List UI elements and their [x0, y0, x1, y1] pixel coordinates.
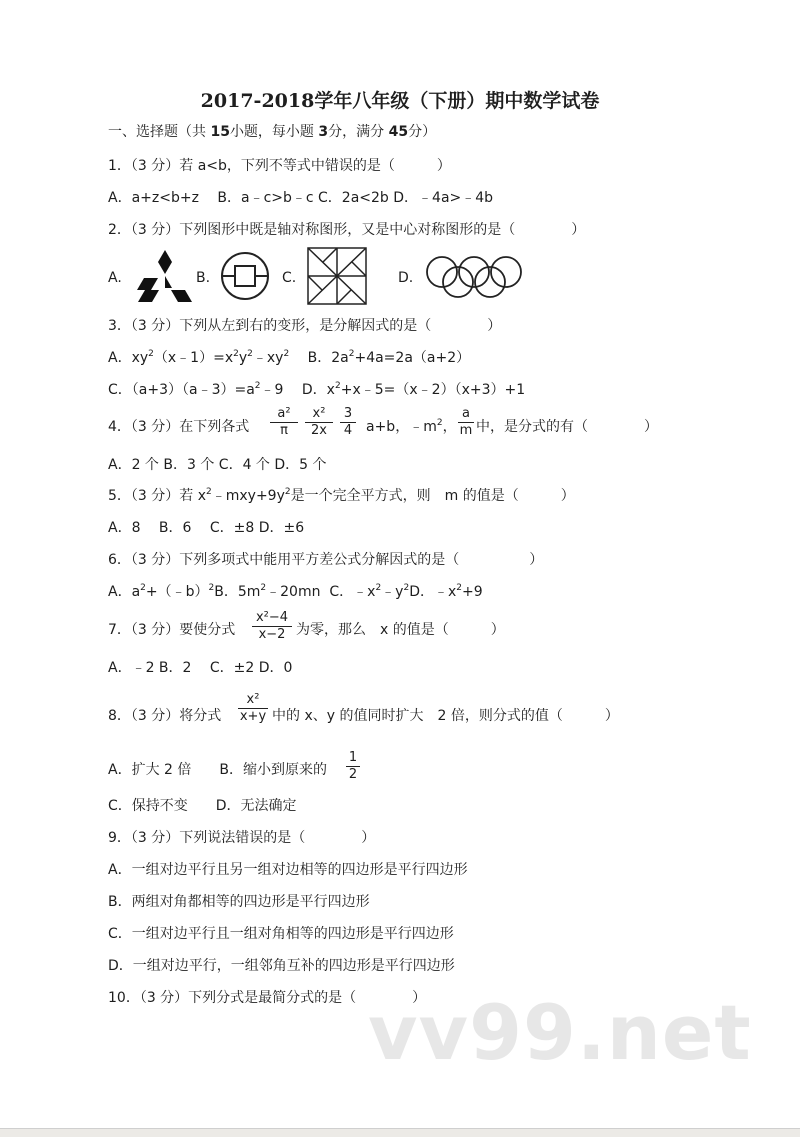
question-7-stem-end: 为零，那么 x 的值是（ ）	[296, 622, 505, 638]
question-1-stem: 1．（3 分）若 a<b，下列不等式中错误的是（ ）	[108, 158, 451, 174]
question-8-stem-start: 8．（3 分）将分式	[108, 708, 222, 724]
question-3-options-ab: A．$xy^2(x﹣1)=x^2y^2﹣xy^2$ B．$2a^2+4a=2a(a+2)$	[108, 349, 471, 366]
section-header: 一、选择题（共 15小题，每小题 3分，满分 45分）	[108, 124, 437, 140]
option-b-label: B.	[196, 270, 211, 286]
q4-fraction-1: $\frac{\text{a²}}{\pi}$	[270, 406, 298, 439]
question-6-options: A．$a^2+(﹣b)^2B$．$5m^2﹣20mn$ C．$﹣x^2﹣y^2D$．$﹣x^2+9$	[108, 583, 483, 600]
question-5-options: A．8 B．6 C．±8 D．±6	[108, 520, 305, 536]
question-7-options: A．﹣2 B．2 C．±2 D．0	[108, 660, 293, 676]
q7-fraction: $\frac{\text{x²−4}}{x-2}$	[252, 610, 292, 643]
question-1-options: A．a+z<b+z B．a﹣c>b﹣c C．2a<2b D．﹣4a>﹣4b	[108, 190, 494, 206]
question-5-stem: 5．（3 分）若 $x^2﹣mxy+9y^2$是一个完全平方式，则 m 的值是（ ）	[108, 487, 575, 504]
circle-square-figure	[218, 250, 272, 302]
question-3-stem: 3．（3 分）下列从左到右的变形，是分解因式的是（ ）	[108, 318, 502, 334]
question-4-options: A．2 个 B．3 个 C．4 个 D．5 个	[108, 457, 327, 473]
watermark: vv99.net	[368, 988, 752, 1077]
question-8-stem-end: 中的 x、y 的值同时扩大 2 倍，则分式的值（ ）	[272, 708, 619, 724]
olympic-rings-figure	[424, 252, 524, 302]
page-bottom-edge	[0, 1128, 800, 1129]
pinwheel-figure	[306, 246, 368, 306]
question-9-option-c: C．一组对边平行且一组对角相等的四边形是平行四边形	[108, 926, 454, 942]
question-8-options-cd: C．保持不变 D．无法确定	[108, 798, 297, 814]
question-9-option-b: B．两组对角都相等的四边形是平行四边形	[108, 894, 370, 910]
option-a-label: A.	[108, 270, 122, 286]
question-7-stem-start: 7．（3 分）要使分式	[108, 622, 236, 638]
question-4-stem-start: 4．（3 分）在下列各式	[108, 419, 250, 435]
q4-fraction-2: $\frac{\text{x²}}{2x}$	[305, 406, 333, 439]
question-8-options-ab: A．扩大 2 倍 B．缩小到原来的	[108, 762, 327, 778]
question-6-stem: 6．（3 分）下列多项式中能用平方差公式分解因式的是（ ）	[108, 552, 544, 568]
exam-title: 2017-2018学年八年级（下册）期中数学试卷	[200, 90, 600, 112]
option-d-label: D.	[398, 270, 414, 286]
option-c-label: C.	[282, 270, 297, 286]
question-9-option-a: A．一组对边平行且另一组对边相等的四边形是平行四边形	[108, 862, 468, 878]
question-9-option-d: D．一组对边平行，一组邻角互补的四边形是平行四边形	[108, 958, 455, 974]
question-2-stem: 2．（3 分）下列图形中既是轴对称图形，又是中心对称图形的是（ ）	[108, 222, 586, 238]
q8-half-fraction: $\frac{1}{2}$	[346, 750, 360, 783]
q8-fraction: $\frac{\text{x²}}{x+y}$	[239, 692, 267, 724]
q4-fraction-3: $\frac{3}{4}$	[340, 406, 356, 439]
question-3-options-cd: C．$(a+3)(a﹣3)=a^2﹣9$ D．$x^2+x﹣5=(x﹣2)(x+3)+1$	[108, 381, 526, 398]
mitsubishi-figure	[136, 248, 194, 304]
question-9-stem: 9．（3 分）下列说法错误的是（ ）	[108, 830, 376, 846]
question-10-stem: 10．（3 分）下列分式是最简分式的是（ ）	[108, 990, 427, 1006]
question-4-stem-mid: a+b，$﹣m^2$，	[366, 418, 457, 435]
q4-fraction-4: $\frac{a}{m}$	[459, 406, 473, 438]
question-4-stem-end: 中，是分式的有（ ）	[476, 419, 658, 435]
